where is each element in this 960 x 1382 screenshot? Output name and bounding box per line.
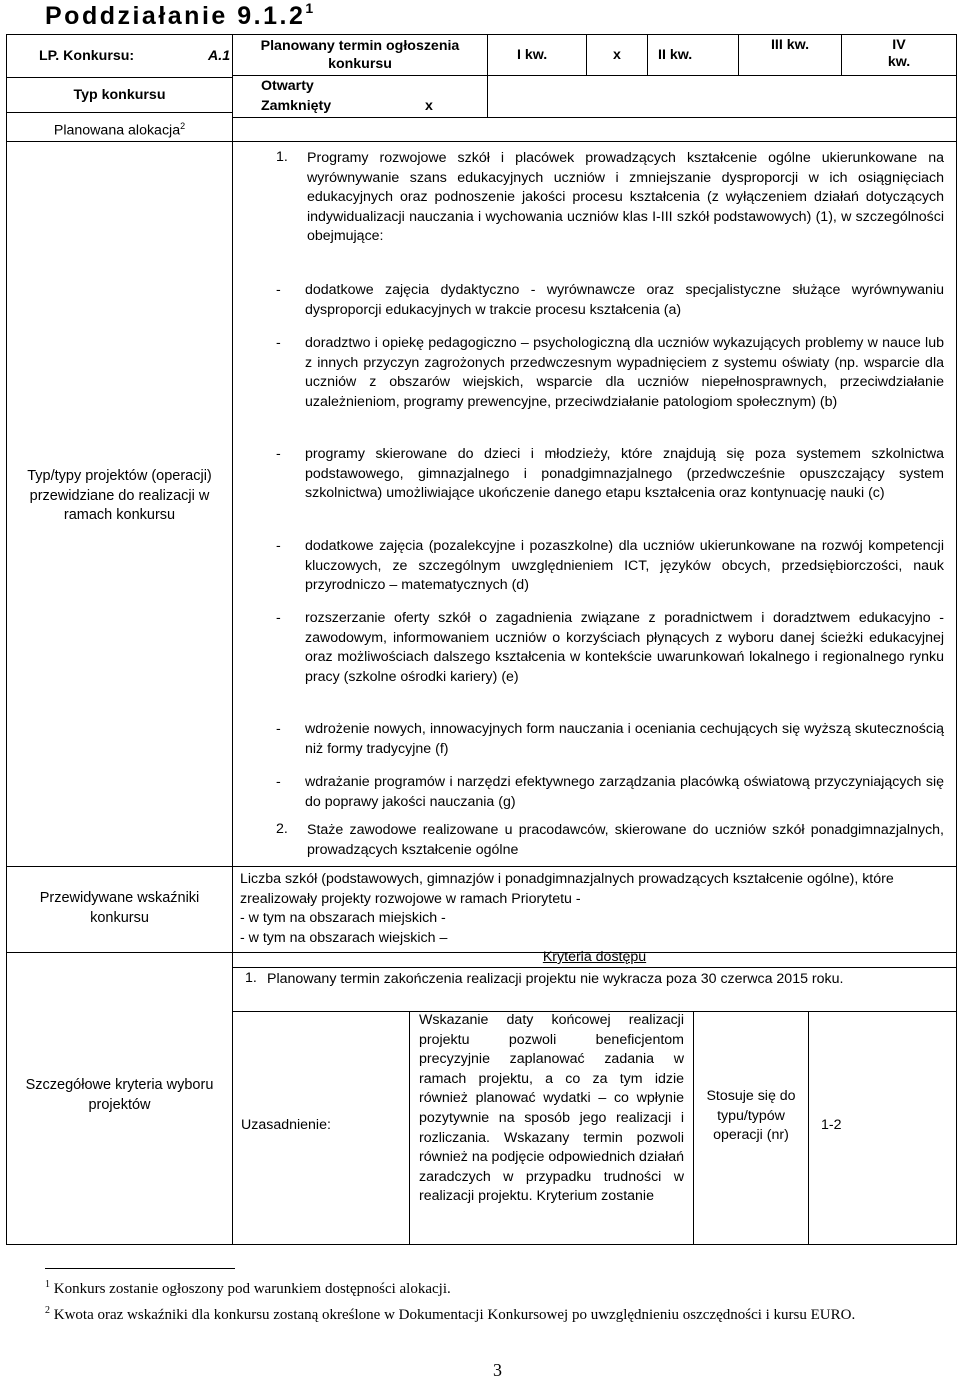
q2-label: II kw. <box>658 47 693 63</box>
p1-text: Programy rozwojowe szkół i placówek prowadzących kształcenie ogólne ukierunkowane na wyrównywanie szans edukacyjnych uczniów i zmniejszanie dysproporcji w ich osiągnięciach edukacyjnych oraz podnoszenie jakości procesu kształcenia (z wyłączeniem działań dotyczących indywidualizacji nauczania i wychowania uczniów klas I-III szkół podstawowych) (1), w szczególności obejmujące: <box>307 150 944 245</box>
p1-number: 1. <box>276 149 288 165</box>
list-dash: - <box>276 538 281 554</box>
footnote-2-number: 2 <box>45 1305 50 1316</box>
title-footnote-ref: 1 <box>305 0 314 16</box>
zamkniety-label: Zamknięty <box>261 98 332 114</box>
typ-label: Typ konkursu <box>73 87 166 103</box>
kryteria-cell <box>6 952 233 1245</box>
c1-text: Planowany termin zakończenia realizacji projektu nie wykracza poza 30 czerwca 2015 roku. <box>267 971 844 987</box>
stosuje-label: Stosuje się do typu/typów operacji (nr) <box>706 1088 796 1144</box>
kryteria-heading-cell <box>232 949 957 968</box>
alokacja-text: Planowana alokacja <box>53 122 181 139</box>
list-dash: - <box>276 446 281 462</box>
c1-number: 1. <box>245 970 257 986</box>
q4-cell <box>841 34 957 76</box>
list-item-text: programy skierowane do dzieci i młodzieży, które znajdują się poza systemem szkolnictwa podstawowego, gimnazjalnego i ponadgimnazjalnego (przedwcześnie opuszczający system szkolnictwa) umożliwiające ukończenie danego etapu kształcenia oraz kontynuację nauki (c) <box>305 446 944 502</box>
q3-cell <box>738 34 842 76</box>
page-number: 3 <box>493 1360 502 1380</box>
list-dash: - <box>276 282 281 298</box>
typy-projektow-cell <box>6 141 233 867</box>
p2-text: Staże zawodowe realizowane u pracodawców, skierowane do uczniów szkół ponadgimnazjalnych, prowadzących kształcenie ogólne <box>307 822 944 858</box>
typ-values-cell <box>232 75 488 118</box>
list-dash: - <box>276 335 281 351</box>
footnote-separator <box>45 1268 235 1269</box>
list-item-text: dodatkowe zajęcia dydaktyczno - wyrównawcze oraz specjalistyczne służące wyrównywaniu dysproporcji edukacyjnych w trakcie procesu kształcenia (a) <box>305 282 944 318</box>
alokacja-cell <box>6 112 233 142</box>
footnote-2-text: Kwota oraz wskaźniki dla konkursu zostaną określone w Dokumentacji Konkursowej po uwzględnieniu oszczędności i kursu EURO. <box>53 1307 856 1323</box>
list-item-text: wdrożenie nowych, innowacyjnych form nauczania i oceniania cechujących się wyższą skutecznością niż formy tradycyjne (f) <box>305 721 944 757</box>
list-item-text: rozszerzanie oferty szkół o zagadnienia związane z poradnictwem i doradztwem edukacyjno - zawodowym, informowaniem uczniów o korzyściach płynących z wyboru danej ścieżki edukacyjnej oraz możliwościach dalszego kształcenia w kontekście uwarunkowań lokalnego i regionalnego rynku pracy (szkolne ośrodki kariery) (e) <box>305 610 944 685</box>
typ-cell <box>6 77 233 113</box>
footnote-1-number: 1 <box>45 1279 50 1290</box>
list-dash: - <box>276 610 281 626</box>
termin-cell <box>232 34 488 76</box>
q1-mark-cell <box>586 34 648 76</box>
q2-cell <box>647 34 739 76</box>
indicator-line-3: - w tym na obszarach wiejskich – <box>240 930 448 946</box>
footnote-1 <box>45 1276 955 1298</box>
list-item-text: wdrażanie programów i narzędzi efektywnego zarządzania placówką oświatową przyczyniających się do poprawy jakości nauczania (g) <box>305 774 944 810</box>
lp-cell <box>6 34 233 78</box>
kryteria-heading: Kryteria dostępu <box>542 949 647 965</box>
uzasadnienie-text-cell <box>409 1011 694 1245</box>
termin-label: Planowany termin ogłoszenia konkursu <box>260 38 460 72</box>
q1-mark: x <box>613 47 621 63</box>
uzasadnienie-text: Wskazanie daty końcowej realizacji projektu pozwoli beneficjentom precyzyjnie zaplanować zadania w ramach projektu, a co za tym idzie również planować wydatki – co wpłynie pozytywnie na sposób jego realizacji i rozliczania. Wskazany termin pozwoli również na podjęcie odpowiednich działań zaradczych w przypadku trudności w realizacji projektu. Kryterium zostanie <box>419 1012 684 1205</box>
q3-label: III kw. <box>770 37 810 53</box>
otwarty-label: Otwarty <box>261 78 314 94</box>
kryteria-label: Szczegółowe kryteria wyboru projektów <box>25 1077 214 1113</box>
uzasadnienie-cell <box>232 1011 410 1245</box>
title-text: Poddziałanie 9.1.2 <box>45 2 306 30</box>
stosuje-value: 1-2 <box>821 1117 842 1133</box>
typy-projektow-label: Typ/typy projektów (operacji) przewidziane do realizacji w ramach konkursu <box>27 468 212 524</box>
stosuje-cell <box>693 1011 809 1245</box>
indicator-line-2: - w tym na obszarach miejskich - <box>240 910 446 926</box>
list-item-text: dodatkowe zajęcia (pozalekcyjne i pozaszkolne) dla uczniów ukierunkowane na rozwój kompetencji kluczowych, ze szczególnym uwzględnieniem ICT, języków obcych, przedsiębiorczości, nauk przyrodniczo – matematycznych (d) <box>305 538 944 594</box>
list-item-text: doradztwo i opiekę pedagogiczno – psychologiczną dla uczniów wykazujących problemy w nauce lub z innych przyczyn zagrożonych przedwczesnym wypadnięciem z systemu oświaty (np. wsparcie dla uczniów z obszarów wiejskich, wsparcie dla uczniów niepełnosprawnych, przeciwdziałanie uzależnieniom, programy prewencyjne, przeciwdziałanie patologiom społecznym) (b) <box>305 335 944 410</box>
page-title <box>45 2 313 31</box>
q1-label: I kw. <box>517 47 548 63</box>
wskazniki-label: Przewidywane wskaźniki konkursu <box>39 890 200 926</box>
stosuje-value-cell <box>808 1011 957 1245</box>
zamkniety-mark: x <box>425 98 433 114</box>
list-dash: - <box>276 774 281 790</box>
indicator-line-1: Liczba szkół (podstawowych, gimnazjów i ponadgimnazjalnych prowadzących kształcenie ogólne), które zrealizowały projekty rozwojowe w ramach Priorytetu - <box>240 871 894 907</box>
lp-value: A.1 <box>208 48 231 64</box>
wskazniki-cell <box>6 866 233 953</box>
alokacja-label <box>7 121 232 139</box>
footnote-1-text: Konkurs zostanie ogłoszony pod warunkiem dostępności alokacji. <box>53 1281 451 1297</box>
uzasadnienie-label: Uzasadnienie: <box>241 1117 331 1133</box>
q4-label: IV kw. <box>887 37 911 70</box>
list-dash: - <box>276 721 281 737</box>
footnote-2 <box>45 1301 957 1325</box>
p2-number: 2. <box>276 821 288 837</box>
lp-label: LP. Konkursu: <box>39 48 135 64</box>
q1-cell <box>487 34 587 76</box>
alokacja-footnote-ref: 2 <box>180 121 186 131</box>
